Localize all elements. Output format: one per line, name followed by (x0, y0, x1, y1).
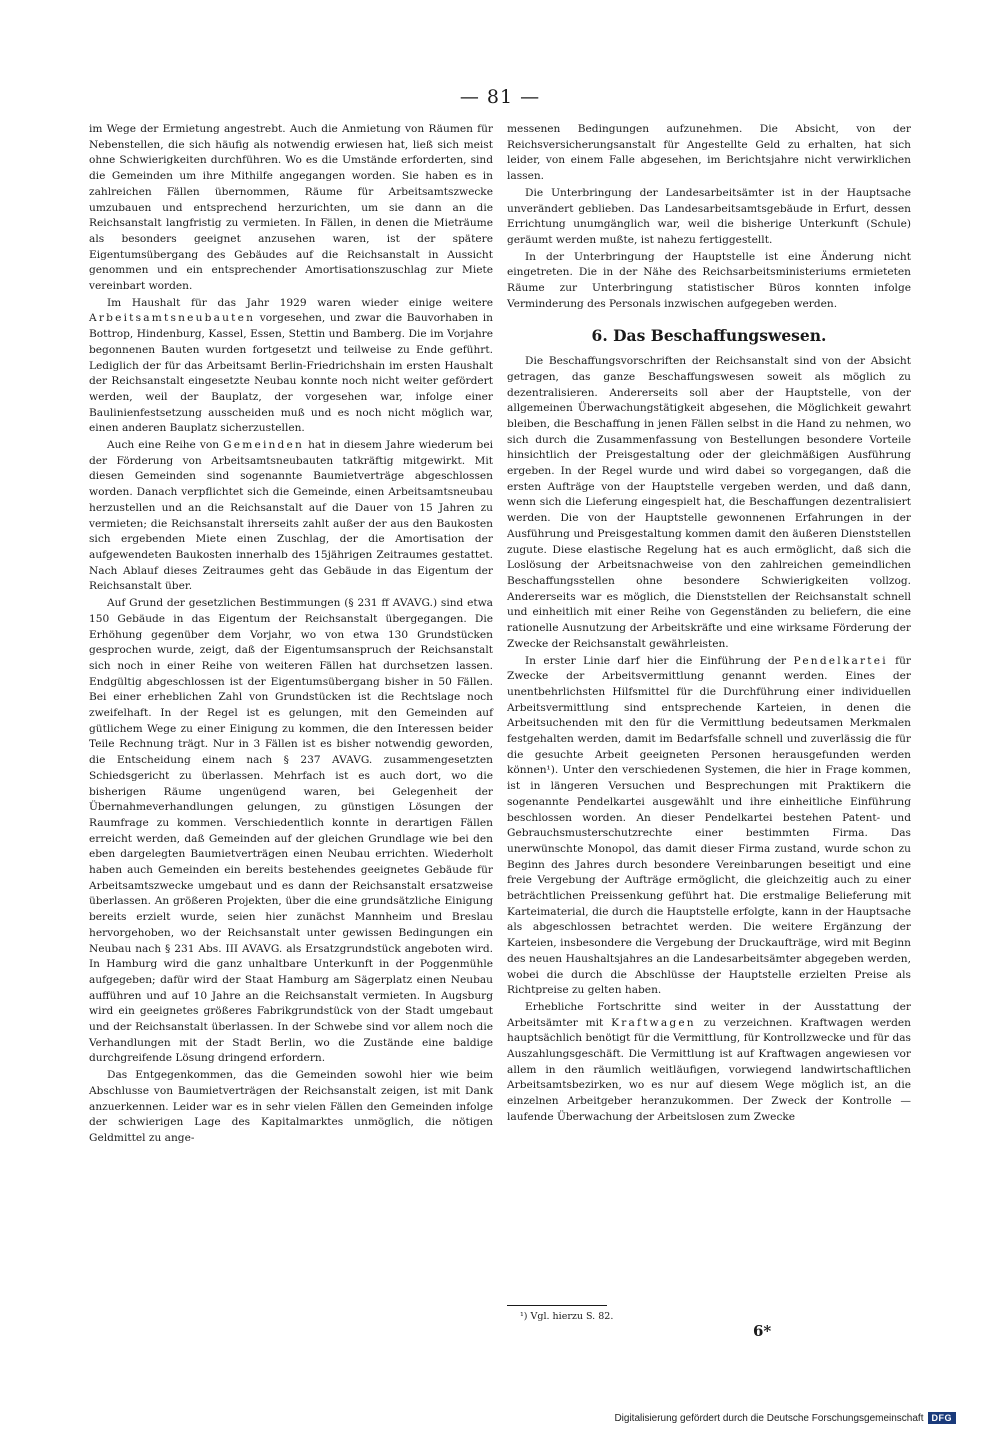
footnote: ¹) Vgl. hierzu S. 82. (520, 1311, 614, 1322)
paragraph-text: Im Haushalt für das Jahr 1929 waren wieder einige weitere (107, 296, 493, 309)
right-column-bottom (507, 354, 911, 1125)
spaced-emphasis: Kraftwagen (611, 1016, 696, 1029)
right-column (507, 122, 911, 1126)
spaced-emphasis: Gemeinden (223, 439, 305, 452)
paragraph-text: messenen Bedingungen aufzunehmen. Die Absicht, von der Reichsversicherungsanstalt für Angestellte Geld zu erhalten, hat sich leider, von einem Falle abgesehen, im Berichtsjahre nicht verwirklichen lassen. (507, 123, 911, 183)
right-column-top (507, 122, 911, 312)
paragraph (507, 186, 911, 249)
paragraph-text: für Zwecke der Arbeitsvermittlung genannt werden. Eines der unentbehrlichsten Hilfsmittel für die Durchführung einer individuellen Arbeitsvermittlung sind entsprechende Karteien, in denen die Arbeitsuchenden mit den für die Vermittlung bedeutsamen Merkmalen festgehalten werden, damit im Bedarfsfalle schnell und zuverlässig die für die gesuchte Arbeit geeigneten Personen herausgefunden werden können¹). Unter den verschiedenen Systemen, die hier in Frage kommen, ist in längeren Versuchen und Besprechungen mit Praktikern die sogenannte Pendelkartei ausgewählt und ihre einheitliche Einführung beschlossen worden. An dieser Pendelkartei bestehen Patent- und Gebrauchsmusterschutzrechte einer bestimmten Firma. Das unerwünschte Monopol, das damit dieser Firma zustand, wurde schon zu Beginn des Jahres durch besondere Vereinbarungen beseitigt und eine freie Vergebung der Aufträge ermöglicht, die gleichzeitig auch zu einer beträchtlichen Preissenkung geführt hat. Die erstmalige Belieferung mit Karteimaterial, die durch die Hauptstelle erfolgte, kann in der Hauptsache als abgeschlossen betrachtet werden. Die weitere Ergänzung der Karteien, insbesondere die Vergebung der Druckaufträge, wird mit Beginn des neuen Haushaltsjahres an die Landesarbeitsämter abgegeben werden, wobei die durch die Abschlüsse der Hauptstelle erzielten Preise als Richtpreise zu gelten haben. (507, 654, 911, 997)
paragraph (89, 438, 493, 595)
digitization-note-text: Digitalisierung gefördert durch die Deutsche Forschungsgemeinschaft (614, 1412, 924, 1424)
paragraph (507, 122, 911, 185)
paragraph-text: Auf Grund der gesetzlichen Bestimmungen (§ 231 ff AVAVG.) sind etwa 150 Gebäude in das Eigentum der Reichsanstalt übergegangen. Die Erhöhung gegenüber dem Vorjahr, wo von etwa 130 Grundstücken gesprochen wurde, zeigt, daß der Eigentumsanspruch der Reichsanstalt sich noch in einer Reihe von weiteren Fällen hat durchsetzen lassen. Endgültig abgeschlossen ist der Eigentumsübergang bisher in 50 Fällen. Bei einer erheblichen Zahl von Grundstücken ist die Rechtslage noch zweifelhaft. In der Regel ist es gelungen, mit den Gemeinden auf gütlichem Wege zu einer Einigung zu kommen, die den Interessen beider Teile Rechnung trägt. Nur in 3 Fällen ist es bisher notwendig geworden, die Entscheidung einem nach § 237 AVAVG. zusammengesetzten Schiedsgericht zu überlassen. Mehrfach ist es auch dort, wo die bisherigen Räume ungenügend waren, bei Gelegenheit der Übernahmeverhandlungen gelungen, zu günstigen Lösungen der Raumfrage zu kommen. Verschiedentlich konnte in derartigen Fällen erreicht werden, daß Gemeinden auf der gleichen Grundlage wie bei den eben dargelegten Baumietverträgen einen Neubau errichten. Wiederholt haben auch Gemeinden ein bereits bestehendes geeignetes Gebäude für Arbeitsamtszwecke umgebaut und es dann der Reichsanstalt ersatzweise überlassen. An größeren Projekten, über die eine grundsätzliche Einigung bereits erzielt wurde, seien hier zunächst Mannheim und Breslau hervorgehoben, wo der Reichsanstalt unter gewissen Bedingungen ein Neubau nach § 231 Abs. III AVAVG. als Ersatzgrundstück angeboten wird. In Hamburg wird die ganz unhaltbare Unterkunft in der Poggenmühle aufgegeben; dafür wird der Staat Hamburg am Sägerplatz einen Neubau aufführen und auf 10 Jahre an die Reichsanstalt vermieten. In Augsburg wird ein geeignetes größeres Fabrikgrundstück von der Stadt umgebaut und der Reichsanstalt überlassen. In der Schwebe sind vor allem noch die Verhandlungen mit der Stadt Berlin, wo die Zustände eine baldige durchgreifende Lösung dringend erfordern. (89, 597, 493, 1065)
paragraph-text: In der Unterbringung der Hauptstelle ist eine Änderung nicht eingetreten. Die in der Nähe des Reichsarbeitsministeriums ermieteten Räume zur Unterbringung statistischer Büros konnten infolge Verminderung des Personals inzwischen aufgegeben werden. (507, 250, 911, 310)
left-column (89, 122, 493, 1147)
paragraph-text: vorgesehen, und zwar die Bauvorhaben in Bottrop, Hindenburg, Kassel, Essen, Stettin und Bamberg. Die im Vorjahre begonnenen Bauten wurden fortgesetzt und teilweise zu Ende geführt. Lediglich der für das Arbeitsamt Berlin-Friedrichshain im ersten Haushalt der Reichsanstalt eingesetzte Neubau konnte noch nicht weiter gefördert werden, weil der Bauplatz, der vorgesehen war, infolge einer Baulinienfestsetzung ausscheiden muß und es noch nicht möglich war, einen anderen Bauplatz sicherzustellen. (89, 312, 493, 435)
paragraph-text: im Wege der Ermietung angestrebt. Auch die Anmietung von Räumen für Nebenstellen, die sich häufig als notwendig erwiesen hat, ließ sich meist ohne Schwierigkeiten durchführen. Wo es die Umstände erforderten, sind die Gemeinden um ihre Mithilfe angegangen worden. Sie haben es in zahlreichen Fällen übernommen, Räume für Arbeitsamtszwecke umzubauen und entsprechend herzurichten, um sie dann an die Reichsanstalt langfristig zu vermieten. In Fällen, in denen die Mieträume als besonders geeignet anzusehen waren, ist der spätere Eigentumsübergang des Gebäudes auf die Reichsanstalt in Aussicht genommen und ein entsprechender Amortisationszuschlag zur Miete vereinbart worden. (89, 123, 493, 293)
page-number: — 81 — (459, 86, 541, 108)
paragraph-text: Erhebliche Fortschritte sind weiter in der Ausstattung der Arbeitsämter mit (507, 1000, 911, 1029)
paragraph (89, 1068, 493, 1147)
paragraph (507, 654, 911, 999)
paragraph (507, 354, 911, 652)
paragraph-text: zu verzeichnen. Kraftwagen werden hauptsächlich benötigt für die Vermittlung, für Kontrollzwecke und für das Auszahlungsgeschäft. Die Vermittlung ist auf Kraftwagen angewiesen vor allem in den räumlich weitläufigen, vorwiegend landwirtschaftlichen Arbeitsamtsbezirken, wo es nur auf diesem Wege möglich ist, an die einzelnen Arbeitgeber heranzukommen. Der Zweck der Kontrolle — laufende Überwachung der Arbeitslosen zum Zwecke (507, 1016, 911, 1123)
paragraph-text: Das Entgegenkommen, das die Gemeinden sowohl hier wie beim Abschlusse von Baumietverträgen der Reichsanstalt zeigen, ist mit Dank anzuerkennen. Leider war es in sehr vielen Fällen den Gemeinden infolge der schwierigen Lage des Kapitalmarktes unmöglich, die nötigen Geldmittel zu ange- (89, 1069, 493, 1144)
section-heading: 6. Das Beschaffungswesen. (591, 326, 827, 346)
left-column-body (89, 122, 493, 1147)
paragraph (89, 596, 493, 1067)
sheet-signature: 6* (753, 1322, 772, 1340)
paragraph-text: Die Beschaffungsvorschriften der Reichsanstalt sind von der Absicht getragen, das ganze Beschaffungswesen soweit als möglich zu dezentralisieren. Andererseits soll aber der Hauptstelle, von der allgemeinen Überwachungstätigkeit abgesehen, die Möglichkeit gewahrt bleiben, die Beschaffung in jenen Fällen selbst in die Hand zu nehmen, wo sich durch die Zusammenfassung von Bestellungen besondere Vorteile hinsichtlich der Preisgestaltung oder der gleichmäßigen Ausführung ergeben. In der Regel wurde und wird dabei so vorgegangen, daß die ersten Aufträge von der Hauptstelle vergeben werden, und daß dann, wenn sich die Lieferung eingespielt hat, die Beschaffungen dezentralisiert werden. Die von der Hauptstelle gewonnenen Erfahrungen in der Ausführung und Preisgestaltung kommen damit den äußeren Dienststellen zugute. Diese elastische Regelung hat es auch ermöglicht, daß sich die Loslösung der Arbeitsnachweise von den zahlreichen gemeindlichen Beschaffungsstellen ohne besondere Schwierigkeiten vollzog. Andererseits war es möglich, die Dienststellen der Reichsanstalt schnell und einheitlich mit einer Reihe von Gegenständen zu beliefern, die eine rationelle Ausnutzung der Arbeitskräfte und eine wirksame Förderung der Zwecke der Reichsanstalt gewährleisten. (507, 355, 911, 650)
paragraph (89, 296, 493, 437)
paragraph (507, 1000, 911, 1126)
footnote-rule (507, 1305, 607, 1306)
paragraph-text: hat in diesem Jahre wiederum bei der Förderung von Arbeitsamtsneubauten tatkräftig mitgewirkt. Mit diesen Gemeinden sind sogenannte Baumietverträge abgeschlossen worden. Danach verpflichtet sich die Gemeinde, einen Arbeitsamtsneubau herzustellen und an die Reichsanstalt auf die Dauer von 15 Jahren zu vermieten; die Reichsanstalt ihrerseits zahlt außer der aus den Baukosten sich ergebenden Miete einen Zuschlag, der die Amortisation der aufgewendeten Baukosten innerhalb des 15jährigen Zeitraumes gestattet. Nach Ablauf dieses Zeitraumes geht das Gebäude in das Eigentum der Reichsanstalt über. (89, 439, 493, 593)
spaced-emphasis: Arbeitsamtsneubauten (89, 312, 256, 325)
paragraph-text: Die Unterbringung der Landesarbeitsämter ist in der Hauptsache unverändert geblieben. Das Landesarbeitsamtsgebäude in Erfurt, dessen Errichtung unumgänglich war, weil die bisherige Unterkunft (Schule) geräumt werden mußte, ist nahezu fertiggestellt. (507, 186, 911, 246)
paragraph (507, 250, 911, 313)
digitization-note (614, 1412, 956, 1424)
paragraph (89, 122, 493, 295)
dfg-logo-icon: DFG (928, 1412, 957, 1424)
paragraph-text: Auch eine Reihe von (107, 439, 224, 452)
spaced-emphasis: Pendelkartei (793, 654, 888, 667)
paragraph-text: In erster Linie darf hier die Einführung der (525, 654, 794, 667)
